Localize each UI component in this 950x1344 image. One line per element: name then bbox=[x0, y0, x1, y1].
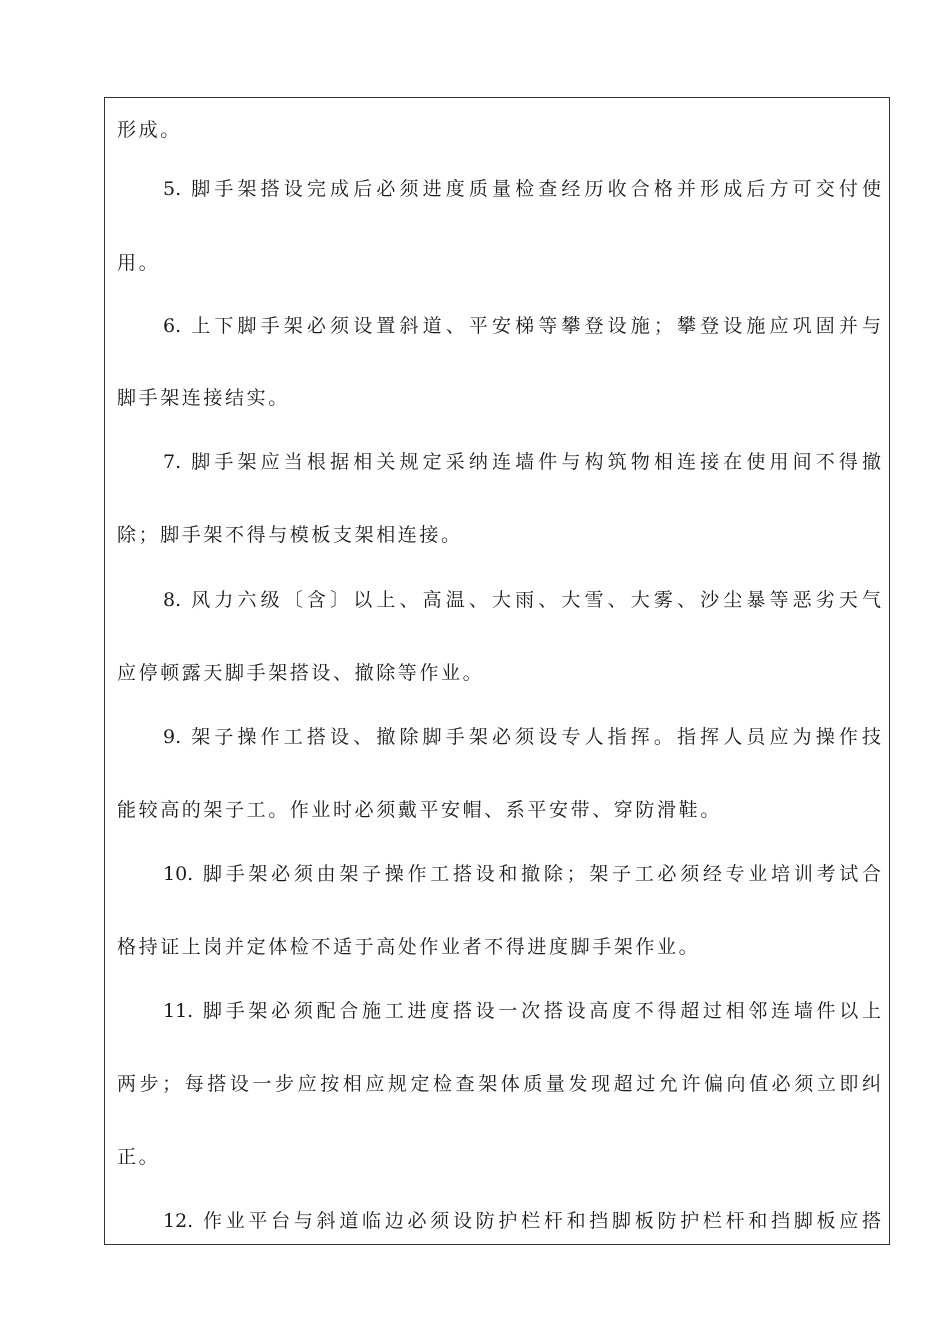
paragraph-line: 形成。 bbox=[117, 119, 182, 141]
item-12-line-1: 12. 作业平台与斜道临边必须设防护栏杆和挡脚板防护栏杆和挡脚板应搭 bbox=[163, 1210, 881, 1232]
item-7-line-1: 7. 脚手架应当根据相关规定采纳连墙件与构筑物相连接在使用间不得撤 bbox=[163, 451, 881, 473]
item-8-line-2: 应停顿露天脚手架搭设、撤除等作业。 bbox=[117, 662, 485, 684]
item-11-line-1: 11. 脚手架必须配合施工进度搭设一次搭设高度不得超过相邻连墙件以上 bbox=[163, 1000, 881, 1022]
item-10-line-1: 10. 脚手架必须由架子操作工搭设和撤除；架子工必须经专业培训考试合 bbox=[163, 863, 881, 885]
item-6-line-2: 脚手架连接结实。 bbox=[117, 387, 290, 409]
item-8-line-1: 8. 风力六级〔含〕以上、高温、大雨、大雪、大雾、沙尘暴等恶劣天气 bbox=[163, 589, 881, 611]
item-11-line-2: 两步；每搭设一步应按相应规定检查架体质量发现超过允许偏向值必须立即纠 bbox=[117, 1073, 881, 1095]
item-9-line-1: 9. 架子操作工搭设、撤除脚手架必须设专人指挥。指挥人员应为操作技 bbox=[163, 726, 881, 748]
item-7-line-2: 除；脚手架不得与模板支架相连接。 bbox=[117, 524, 463, 546]
item-9-line-2: 能较高的架子工。作业时必须戴平安帽、系平安带、穿防滑鞋。 bbox=[117, 799, 722, 821]
item-6-line-1: 6. 上下脚手架必须设置斜道、平安梯等攀登设施；攀登设施应巩固并与 bbox=[163, 315, 881, 337]
item-5-line-2: 用。 bbox=[117, 252, 161, 274]
item-10-line-2: 格持证上岗并定体检不适于高处作业者不得进度脚手架作业。 bbox=[117, 936, 701, 958]
item-5-line-1: 5. 脚手架搭设完成后必须进度质量检查经历收合格并形成后方可交付使 bbox=[163, 178, 881, 200]
document-frame bbox=[104, 97, 890, 1245]
item-11-line-3: 正。 bbox=[117, 1146, 161, 1168]
